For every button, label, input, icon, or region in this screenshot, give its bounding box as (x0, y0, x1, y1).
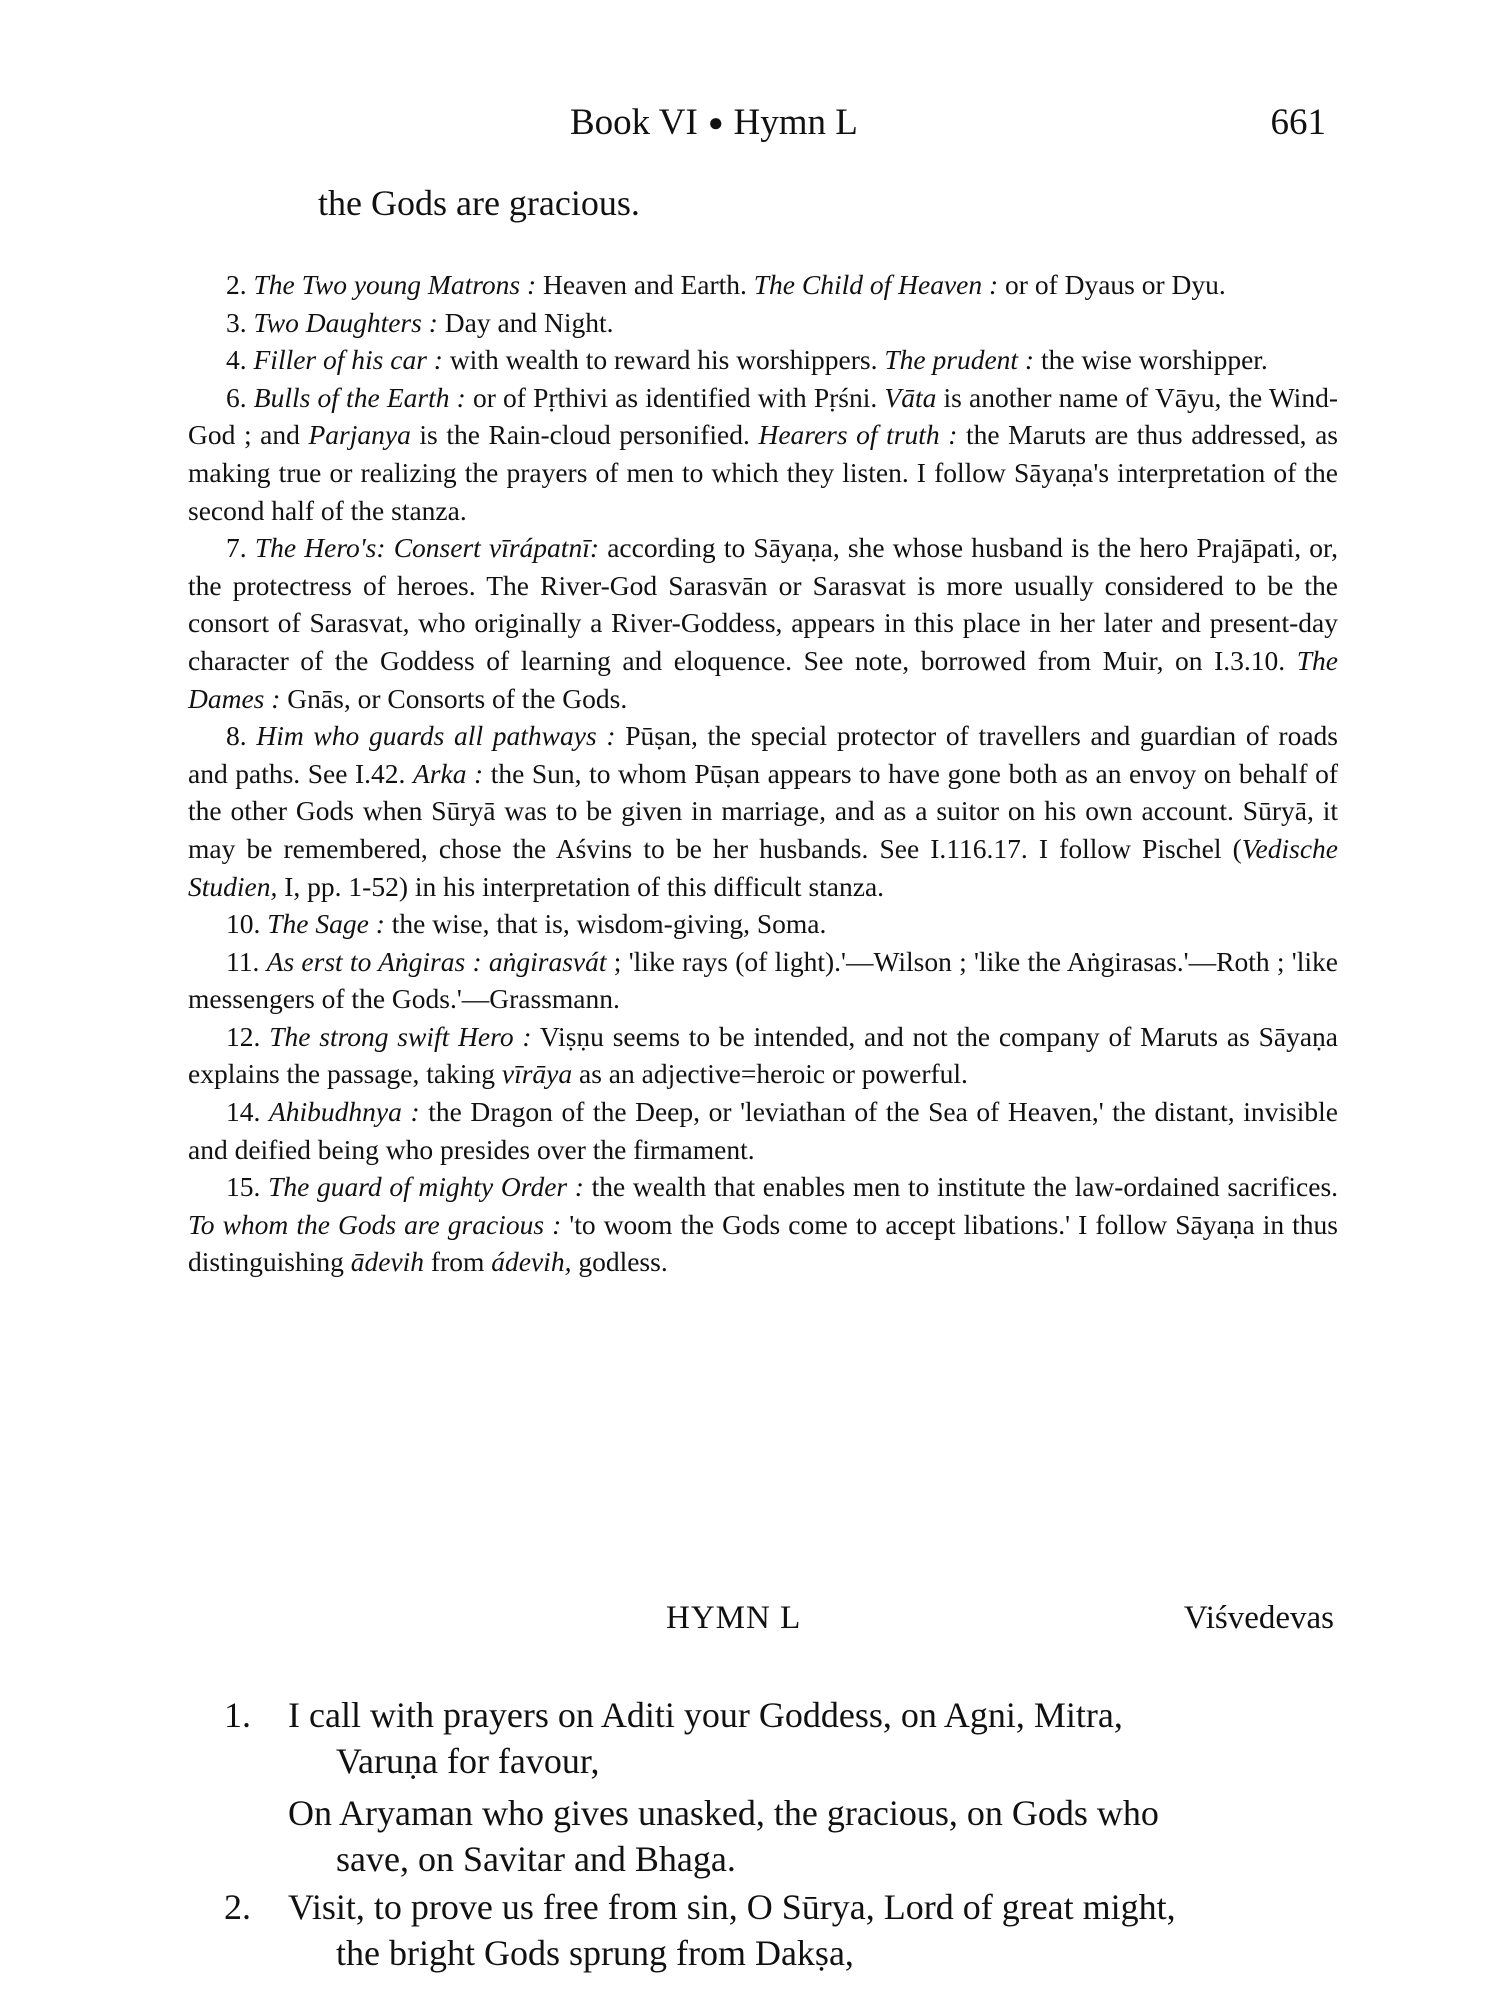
footnote-number: 15. (226, 1171, 261, 1203)
footnote-term: Him who guards all pathways : (256, 720, 616, 752)
footnote-number: 3. (226, 306, 247, 338)
footnote-text: as an adjective=heroic or powerful. (572, 1058, 968, 1090)
footnote-text: Heaven and Earth. (536, 269, 754, 300)
footnote-text: Pūṣan, the special protector of travellers and guardian of roads and paths. See I.42. (188, 720, 1339, 789)
footnote (188, 717, 1338, 905)
footnote-text: or of Pṛthivi as identified with Pṛśni. (465, 381, 885, 413)
footnote-text: Day and Night. (437, 306, 614, 338)
footnote-text: I, pp. 1-52) in his interpretation of this difficult stanza. (277, 870, 885, 902)
footnote-number: 4. (226, 344, 247, 376)
hymn-deity: Viśvedevas (1183, 1600, 1334, 1636)
footnote (188, 529, 1338, 717)
footnote-text: the wealth that enables men to institute the law-ordained sacrifices. (583, 1171, 1339, 1203)
footnote (188, 1168, 1338, 1281)
footnote-text: from (424, 1246, 492, 1278)
hymn-verses (224, 1692, 1340, 1978)
footnote-term: The Sage : (267, 908, 385, 940)
footnote (188, 341, 1338, 379)
footnote-text: the Maruts are thus addressed, as making true or realizing the prayers of men to which they listen. I follow Sāyaṇa's interpretation of the second half of the stanza. (188, 419, 1338, 526)
footnote (188, 379, 1338, 529)
footnote-text: Gnās, or Consorts of the Gods. (280, 682, 628, 714)
header-title (570, 98, 858, 148)
footnote-term: The Dames : (188, 644, 1338, 714)
footnote-term: Parjanya (308, 419, 411, 451)
verse-2 (224, 1884, 1340, 1976)
verse-number: 2. (224, 1887, 251, 1927)
footnote-term: ādevih (350, 1246, 425, 1278)
running-header (570, 98, 1340, 148)
footnote-text: is the Rain-cloud personified. (410, 419, 759, 451)
footnote-term: To whom the Gods are gracious : (188, 1208, 562, 1240)
footnote-term: The Child of Heaven : (753, 269, 999, 300)
footnote-number: 7. (226, 532, 247, 564)
verse-1 (224, 1692, 1340, 1882)
footnote-text: the wise worshipper. (1034, 344, 1268, 376)
footnote-term: The guard of mighty Order : (268, 1171, 584, 1203)
verse-line-continuation: the bright Gods sprung from Dakṣa, (336, 1933, 854, 1973)
footnote-number: 11. (226, 945, 260, 977)
bullet-icon: ● (707, 108, 724, 137)
footnote (188, 304, 1338, 342)
footnote-term: The prudent : (884, 344, 1035, 376)
continued-verse-line: the Gods are gracious. (318, 183, 640, 223)
verse-line: Visit, to prove us free from sin, O Sūrya, Lord of great might, (288, 1887, 1176, 1927)
footnote-term: Two Daughters : (253, 306, 438, 338)
footnote-term: Bulls of the Earth : (253, 381, 466, 413)
footnote (188, 266, 1338, 304)
page-number: 661 (1270, 102, 1326, 143)
footnote-text: according to Sāyaṇa, she whose husband is the hero Prajāpati, or, the protectress of heroes. The River-God Sarasvān or Sarasvat is more usually considered to be the consort of Sarasvat, who originally a River-Goddess, appears in this place in her later and present-day character of the Goddess of learning and eloquence. See note, borrowed from Muir, on I.3.10. (188, 532, 1338, 676)
footnote-number: 10. (226, 908, 261, 940)
footnote-term: Hearers of truth : (758, 419, 958, 451)
footnote-number: 8. (226, 720, 247, 752)
footnotes (188, 266, 1338, 1281)
footnote-term: Vedische Studien, (188, 832, 1338, 902)
footnote-text: the wise, that is, wisdom-giving, Soma. (384, 908, 827, 940)
verse-number: 1. (224, 1695, 251, 1735)
footnote (188, 1093, 1338, 1168)
footnote-text: ; 'like rays (of light).'—Wilson ; 'like the Aṅgirasas.'—Roth ; 'like messengers of the Gods.'—Grassmann. (188, 945, 1338, 1015)
footnote-text: Viṣṇu seems to be intended, and not the company of Maruts as Sāyaṇa explains the passage, taking (188, 1020, 1339, 1090)
hymn-title: HYMN L (666, 1600, 802, 1636)
footnote-number: 12. (226, 1020, 261, 1052)
footnote-text: with wealth to reward his worshippers. (442, 344, 885, 376)
verse-line-continuation: save, on Savitar and Bhaga. (336, 1839, 736, 1879)
footnote (188, 905, 1338, 943)
footnote-text: 'to woom the Gods come to accept libations.' I follow Sāyaṇa in thus distinguishing (188, 1208, 1338, 1278)
footnote-text: godless. (571, 1246, 668, 1278)
header-hymn: Hymn L (733, 102, 858, 143)
footnote (188, 1018, 1338, 1093)
footnote-text: or of Dyaus or Dyu. (998, 269, 1226, 300)
verse-line: I call with prayers on Aditi your Goddess, on Agni, Mitra, (288, 1695, 1123, 1735)
footnote-term: Arka : (412, 757, 484, 789)
footnote-term: Vāta (884, 381, 937, 413)
footnote-number: 2. (226, 269, 247, 300)
footnote-term: The Hero's: Consert vīrápatnī: (254, 532, 599, 564)
footnote-number: 14. (226, 1096, 261, 1128)
footnote-term: The strong swift Hero : (269, 1020, 532, 1052)
footnote-term: As erst to Aṅgiras : aṅgirasvát (266, 945, 607, 977)
footnote-term: Filler of his car : (253, 344, 443, 376)
verse-line-continuation: Varuṇa for favour, (336, 1741, 600, 1781)
footnote-term: Ahibudhnya : (268, 1096, 420, 1128)
footnote-term: The Two young Matrons : (253, 269, 537, 300)
footnote-text: the Sun, to whom Pūṣan appears to have gone both as an envoy on behalf of the other Gods when Sūryā was to be given in marriage, and as a suitor on his own account. Sūryā, it may be remembered, chose the Aśvins to be her husbands. See I.116.17. I follow Pischel ( (188, 757, 1338, 864)
verse-line: On Aryaman who gives unasked, the gracious, on Gods who (288, 1793, 1159, 1833)
header-book: Book VI (570, 102, 698, 143)
footnote-text: the Dragon of the Deep, or 'leviathan of the Sea of Heaven,' the distant, invisible and deified being who presides over the firmament. (188, 1096, 1338, 1165)
footnote-text: is another name of Vāyu, the Wind-God ; and (188, 381, 1338, 451)
footnote-term: vīrāya (501, 1058, 573, 1090)
footnote (188, 943, 1338, 1018)
footnote-term: ádevih, (491, 1246, 572, 1278)
footnote-number: 6. (226, 381, 247, 413)
